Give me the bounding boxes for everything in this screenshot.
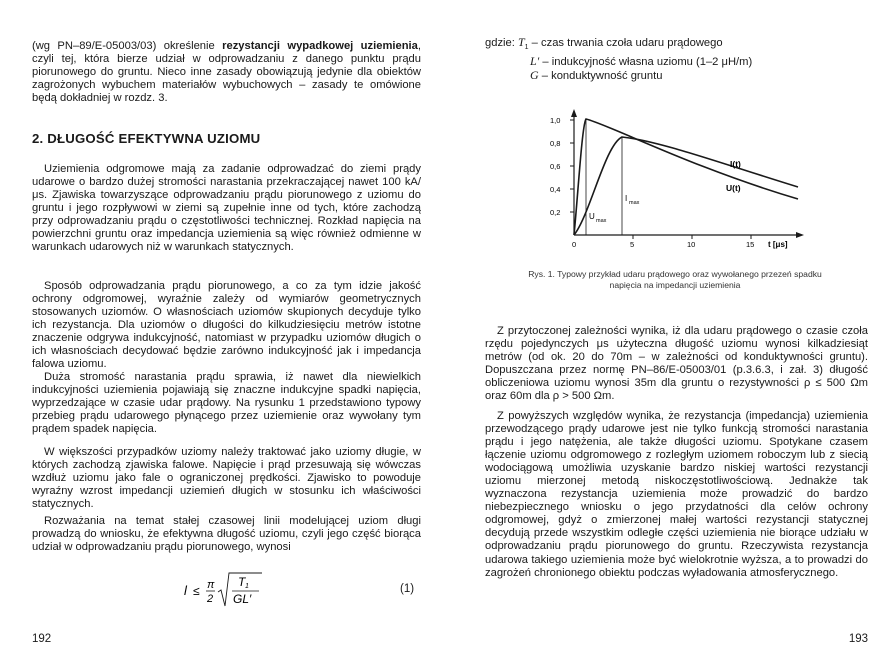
- page-number-right: 193: [848, 633, 868, 645]
- body-paragraph-3: Duża stromość narastania prądu sprawia, iż nawet dla niewielkich indukcyjności uziemienia pojawiają się znaczne indukcyjne spadki napięcia, wyprzedzające w czasie udar prądowy. Na rysunku 1 przedstawiono typowy przebieg prądu udarowego płynącego przez uziemienie oraz wywołany tym prądem spadek napięcia.: [32, 371, 421, 436]
- surge-figure: [550, 105, 815, 265]
- imax-sub: max: [629, 200, 640, 206]
- intro-paragraph: [32, 40, 421, 105]
- voltage-curve-label: U(t): [726, 183, 741, 193]
- body-paragraph-1: Uziemienia odgromowe mają za zadanie odprowadzać do ziemi prądy udarowe o bardzo dużej stromości narastania przekraczającej nawet 100 kA/μs. Zjawiska towarzyszące odprowadzaniu prądu piorunowego z uziomu do gruntu i jego rozpływowi w ziemi są zupełnie inne od tych, które zachodzą przy odprowadzaniu prądu o częstotliwości technicznej. Rozkład napięcia na powierzchni gruntu oraz impedancja uziemienia są więc również odmienne w warunkach udarowych niż w warunkach statycznych.: [32, 163, 421, 254]
- legend-lead: gdzie:: [485, 37, 515, 49]
- figure-caption: Rys. 1. Typowy przykład udaru prądowego oraz wywołanego przezeń spadku napięcia na impedancji uziemienia: [528, 269, 822, 290]
- legend-row-1: [485, 36, 752, 55]
- formula-relation: ≤: [193, 584, 200, 598]
- symbol-legend: [485, 36, 752, 84]
- legend-symbol: L′: [530, 53, 540, 68]
- formula-denominator: GL′: [233, 592, 252, 606]
- legend-description: – indukcyjność własna uziomu (1–2 μH/m): [542, 55, 753, 68]
- body-paragraph-2: Sposób odprowadzania prądu piorunowego, a co za tym idzie jakość ochrony odgromowej, wyraźnie zależy od wymiarów geometrycznych stosowanych uziomów. O własnościach uziomów skupionych decyduje tylko ich rezystancja. Dla uziomów o długości do kilkudziesięciu metrów istotne znaczenie odgrywa indukcyjność, natomiast w przypadku uziomów długich o ich własnościach decydować będzie zarówno indukcyjność jak i impedancja falowa uziomu.: [32, 280, 421, 371]
- intro-bold-term: rezystancji wypadkowej uziemienia: [222, 40, 418, 52]
- current-curve: [574, 137, 798, 235]
- x-axis-arrow: [796, 232, 804, 238]
- x-ticks: [572, 235, 788, 249]
- y-tick-label: 0,6: [550, 162, 561, 171]
- formula-lhs: l: [184, 583, 187, 598]
- legend-row-3: [485, 69, 752, 84]
- intro-text-1: (wg PN–89/E-05003/03) określenie: [32, 40, 223, 52]
- formula-pi: π: [207, 579, 215, 591]
- x-tick-label: 15: [746, 240, 755, 249]
- effective-length-formula: [182, 570, 292, 610]
- body-paragraph-6: Z przytoczonej zależności wynika, iż dla udaru prądowego o czasie czoła rzędu pojedynczych μs użyteczna długość uziomu wynosi kilkadziesiąt metrów (od ok. 20 do 70m – w zależności od konduktywności gruntu). Dopuszczana przez normę PN–86/E-05003/01 (p.3.6.3, i zał. 3) długość obliczeniowa uziomu wynosi 35m dla gruntu o rezystywności ρ ≤ 500 Ωm oraz 60m dla ρ > 500 Ωm.: [485, 325, 868, 403]
- section-heading: 2. DŁUGOŚĆ EFEKTYWNA UZIOMU: [32, 131, 261, 146]
- intro-text-2: , czyli tej, która bierze udział w odprowadzaniu z danego punktu prądu piorunowego do gruntu. Nieco inne zasady obowiązują jedynie dla obiektów zagrożonych wybuchem materiałów wybuchowych – zasady te omówione będą dokładniej w rozdz. 3.: [32, 40, 421, 105]
- y-axis-arrow: [571, 109, 577, 117]
- x-tick-label: 10: [687, 240, 696, 249]
- y-tick-label: 1,0: [550, 116, 561, 125]
- y-ticks: [550, 116, 574, 217]
- formula-numerator-sub: 1: [245, 583, 249, 590]
- y-tick-label: 0,2: [550, 208, 561, 217]
- umax-sub: max: [596, 218, 607, 224]
- page-number-left: 192: [32, 633, 52, 645]
- y-tick-label: 0,4: [550, 185, 561, 194]
- equation-number: (1): [400, 583, 415, 595]
- current-curve-label: I(t): [730, 159, 741, 169]
- x-axis-label: t [μs]: [768, 240, 788, 249]
- formula-numerator: T: [238, 575, 246, 589]
- body-paragraph-4: W większości przypadków uziomy należy traktować jako uziomy długie, w których zachodzą zjawiska falowe. Napięcie i prąd przesuwają się wówczas wzdłuż uziomu jako fale o ograniczonej prędkości. Zjawisko to powoduje wyraźny wzrost impedancji uziemień długich w stosunku ich właściwości statycznych.: [32, 446, 421, 511]
- legend-description: – czas trwania czoła udaru prądowego: [531, 37, 723, 49]
- umax-label: U: [589, 212, 595, 221]
- body-paragraph-7: Z powyższych względów wynika, że rezystancja (impedancja) uziemienia przewodzącego prądy udarowe jest nie tylko funkcją stromości narastania prądu i jego natężenia, ale także długości uziomu. Spotykane czasem łączenie uziomu odgromowego z rozległym uziomem roboczym lub z siecią wodociągową umożliwia uzyskanie bardzo niskiej wartości rezystancji uziomu mierzonej metodą niskoczęstotliwościową. Jednakże tak wyznaczona rezystancja uziemienia może prowadzić do bardzo niebezpiecznego wniosku o jego przydatności dla celów ochrony odgromowej, gdyż o zmierzonej małej wartości rezystancji statycznej decydują przede wszystkim odległe części uziemienia nie biorące udziału w odprowadzaniu prądu piorunowego do gruntu. Rzeczywista rezystancja udarowa takiego uziemienia może być wielokrotnie wyższa, a to prowadzi do zagrożeń chronionego obiektu podczas wyładowania atmosferycznego.: [485, 410, 868, 579]
- x-tick-label: 5: [630, 240, 635, 249]
- legend-symbol-sub: 1: [524, 44, 529, 52]
- legend-symbol: T: [517, 35, 525, 49]
- body-paragraph-5: Rozważania na temat stałej czasowej linii modelującej uziom długi prowadzą do wniosku, że efektywna długość uziomu, czyli jego część biorąca udział w odprowadzaniu prądu piorunowego, wynosi: [32, 515, 421, 554]
- legend-symbol: G: [530, 68, 539, 83]
- x-tick-label: 0: [572, 240, 577, 249]
- formula-two: 2: [207, 593, 214, 605]
- y-tick-label: 0,8: [550, 139, 561, 148]
- imax-label: I: [625, 194, 628, 203]
- legend-row-2: [485, 55, 752, 70]
- legend-description: – konduktywność gruntu: [541, 70, 663, 83]
